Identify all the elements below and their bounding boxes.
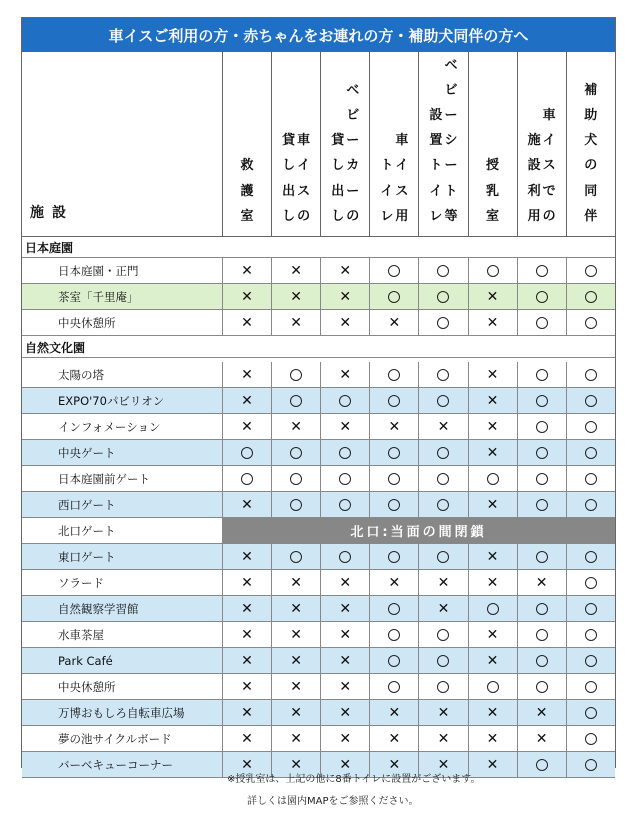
circle-icon <box>388 681 400 693</box>
available-circle-icon <box>517 388 566 413</box>
available-circle-icon <box>517 414 566 439</box>
available-circle-icon <box>320 466 369 491</box>
circle-icon <box>585 265 597 277</box>
table-row <box>22 674 615 700</box>
available-circle-icon <box>517 544 566 569</box>
circle-icon <box>585 629 597 641</box>
table-row <box>22 362 615 388</box>
unavailable-cross-icon: ✕ <box>320 726 369 751</box>
available-circle-icon <box>418 310 467 335</box>
table-row <box>22 518 615 544</box>
footnote-nursing-room: ※授乳室は、上記の他に8番トイレに設置がございます。 <box>227 774 481 785</box>
available-circle-icon <box>517 310 566 335</box>
unavailable-cross-icon: ✕ <box>320 258 369 283</box>
table-row <box>22 440 615 466</box>
unavailable-cross-icon: ✕ <box>222 648 271 673</box>
circle-icon <box>536 681 548 693</box>
unavailable-cross-icon: ✕ <box>468 492 517 517</box>
facility-name: 日本庭園・正門 <box>58 263 139 278</box>
unavailable-cross-icon: ✕ <box>320 752 369 777</box>
unavailable-cross-icon: ✕ <box>468 544 517 569</box>
unavailable-cross-icon: ✕ <box>222 726 271 751</box>
facility-name: ソラード <box>58 575 104 590</box>
circle-icon <box>585 421 597 433</box>
column-header-assistance-dog <box>566 52 615 236</box>
unavailable-cross-icon: ✕ <box>222 570 271 595</box>
available-circle-icon <box>418 674 467 699</box>
available-circle-icon <box>418 648 467 673</box>
available-circle-icon <box>418 622 467 647</box>
column-header-line: 車 イ ス 用 <box>395 133 409 224</box>
circle-icon <box>585 603 597 615</box>
unavailable-cross-icon: ✕ <box>320 414 369 439</box>
facility-name: 水車茶屋 <box>58 627 104 642</box>
column-header-first-aid <box>222 52 271 236</box>
available-circle-icon <box>468 674 517 699</box>
unavailable-cross-icon: ✕ <box>369 570 418 595</box>
available-circle-icon <box>566 492 615 517</box>
circle-icon <box>388 369 400 381</box>
unavailable-cross-icon: ✕ <box>468 726 517 751</box>
available-circle-icon <box>320 492 369 517</box>
unavailable-cross-icon: ✕ <box>222 284 271 309</box>
circle-icon <box>437 499 449 511</box>
section-label: 日本庭園 <box>25 241 74 255</box>
column-header-line: 車 イ ス で の <box>542 108 556 224</box>
unavailable-cross-icon: ✕ <box>222 674 271 699</box>
facility-name: 中央休憩所 <box>58 315 116 330</box>
circle-icon <box>437 291 449 303</box>
available-circle-icon <box>566 544 615 569</box>
available-circle-icon <box>271 544 320 569</box>
unavailable-cross-icon: ✕ <box>418 726 467 751</box>
unavailable-cross-icon: ✕ <box>271 414 320 439</box>
circle-icon <box>536 499 548 511</box>
circle-icon <box>437 317 449 329</box>
available-circle-icon <box>418 284 467 309</box>
table-row <box>22 310 615 336</box>
unavailable-cross-icon: ✕ <box>369 310 418 335</box>
circle-icon <box>487 681 499 693</box>
table-row <box>22 648 615 674</box>
table-row <box>22 570 615 596</box>
unavailable-cross-icon: ✕ <box>468 752 517 777</box>
circle-icon <box>437 447 449 459</box>
circle-icon <box>536 655 548 667</box>
column-header-wheelchair-facility <box>517 52 566 236</box>
available-circle-icon <box>566 258 615 283</box>
circle-icon <box>585 499 597 511</box>
circle-icon <box>290 395 302 407</box>
available-circle-icon <box>517 596 566 621</box>
available-circle-icon <box>517 284 566 309</box>
unavailable-cross-icon: ✕ <box>369 414 418 439</box>
available-circle-icon <box>418 440 467 465</box>
circle-icon <box>388 655 400 667</box>
available-circle-icon <box>566 310 615 335</box>
available-circle-icon <box>369 596 418 621</box>
column-header-line: 設 置 ト イ レ <box>429 108 443 224</box>
circle-icon <box>388 395 400 407</box>
column-header-line: ベ ビ ー シ ー ト 等 <box>444 57 458 224</box>
circle-icon <box>339 395 351 407</box>
unavailable-cross-icon: ✕ <box>320 648 369 673</box>
available-circle-icon <box>566 700 615 725</box>
unavailable-cross-icon: ✕ <box>222 388 271 413</box>
circle-icon <box>437 473 449 485</box>
facility-name: 北口ゲート <box>58 523 116 538</box>
circle-icon <box>585 577 597 589</box>
facility-name: 太陽の塔 <box>58 367 104 382</box>
column-header-baby-seat-toilet <box>418 52 467 236</box>
circle-icon <box>339 447 351 459</box>
circle-icon <box>536 551 548 563</box>
circle-icon <box>388 265 400 277</box>
facility-name: EXPO'70パビリオン <box>58 393 165 408</box>
circle-icon <box>585 681 597 693</box>
column-header-line: 救 護 室 <box>240 158 254 224</box>
available-circle-icon <box>369 492 418 517</box>
circle-icon <box>437 655 449 667</box>
unavailable-cross-icon: ✕ <box>418 570 467 595</box>
table-row <box>22 492 615 518</box>
available-circle-icon <box>418 362 467 387</box>
circle-icon <box>388 629 400 641</box>
circle-icon <box>388 499 400 511</box>
circle-icon <box>536 291 548 303</box>
available-circle-icon <box>566 284 615 309</box>
available-circle-icon <box>369 362 418 387</box>
unavailable-cross-icon: ✕ <box>271 648 320 673</box>
unavailable-cross-icon: ✕ <box>222 258 271 283</box>
available-circle-icon <box>468 596 517 621</box>
available-circle-icon <box>517 674 566 699</box>
available-circle-icon <box>271 492 320 517</box>
column-header-nursing-room <box>468 52 517 236</box>
available-circle-icon <box>566 388 615 413</box>
circle-icon <box>388 473 400 485</box>
facility-name: 万博おもしろ自転車広場 <box>58 705 185 720</box>
circle-icon <box>536 447 548 459</box>
table-row <box>22 258 615 284</box>
available-circle-icon <box>369 440 418 465</box>
circle-icon <box>585 473 597 485</box>
table-header <box>22 52 615 237</box>
unavailable-cross-icon: ✕ <box>517 726 566 751</box>
available-circle-icon <box>566 648 615 673</box>
circle-icon <box>536 473 548 485</box>
unavailable-cross-icon: ✕ <box>369 726 418 751</box>
facility-name: 中央ゲート <box>58 445 116 460</box>
table-row <box>22 414 615 440</box>
unavailable-cross-icon: ✕ <box>468 414 517 439</box>
facility-name: 中央休憩所 <box>58 679 116 694</box>
unavailable-cross-icon: ✕ <box>320 622 369 647</box>
unavailable-cross-icon: ✕ <box>320 674 369 699</box>
unavailable-cross-icon: ✕ <box>468 700 517 725</box>
unavailable-cross-icon: ✕ <box>468 388 517 413</box>
unavailable-cross-icon: ✕ <box>222 310 271 335</box>
section-label: 自然文化園 <box>25 341 86 355</box>
available-circle-icon <box>369 284 418 309</box>
unavailable-cross-icon: ✕ <box>271 752 320 777</box>
available-circle-icon <box>566 726 615 751</box>
available-circle-icon <box>369 258 418 283</box>
available-circle-icon <box>320 440 369 465</box>
column-header-line: 貸 し 出 し <box>331 133 345 224</box>
unavailable-cross-icon: ✕ <box>369 700 418 725</box>
column-header-line: 貸 し 出 し <box>282 133 296 224</box>
circle-icon <box>536 395 548 407</box>
available-circle-icon <box>418 492 467 517</box>
circle-icon <box>437 395 449 407</box>
circle-icon <box>536 369 548 381</box>
available-circle-icon <box>222 466 271 491</box>
unavailable-cross-icon: ✕ <box>468 362 517 387</box>
unavailable-cross-icon: ✕ <box>222 362 271 387</box>
available-circle-icon <box>566 752 615 777</box>
circle-icon <box>437 369 449 381</box>
circle-icon <box>536 629 548 641</box>
circle-icon <box>388 603 400 615</box>
unavailable-cross-icon: ✕ <box>369 752 418 777</box>
circle-icon <box>536 265 548 277</box>
unavailable-cross-icon: ✕ <box>468 648 517 673</box>
circle-icon <box>339 499 351 511</box>
facility-name: 西口ゲート <box>58 497 116 512</box>
unavailable-cross-icon: ✕ <box>418 752 467 777</box>
facility-column-header: 施設 <box>30 205 74 221</box>
unavailable-cross-icon: ✕ <box>271 622 320 647</box>
available-circle-icon <box>369 466 418 491</box>
circle-icon <box>290 369 302 381</box>
circle-icon <box>290 447 302 459</box>
available-circle-icon <box>517 466 566 491</box>
unavailable-cross-icon: ✕ <box>271 596 320 621</box>
circle-icon <box>290 473 302 485</box>
facility-name: Park Café <box>58 653 113 668</box>
facility-name: 東口ゲート <box>58 549 116 564</box>
column-header-wheelchair-rental <box>271 52 320 236</box>
circle-icon <box>487 265 499 277</box>
unavailable-cross-icon: ✕ <box>468 440 517 465</box>
circle-icon <box>437 551 449 563</box>
table-row <box>22 388 615 414</box>
unavailable-cross-icon: ✕ <box>468 310 517 335</box>
facility-name: バーベキューコーナー <box>58 757 173 772</box>
column-header-line: ベ ビ ー カ ー の <box>346 82 360 224</box>
facility-name: 夢の池サイクルボード <box>58 731 172 746</box>
available-circle-icon <box>320 388 369 413</box>
column-header-line: 車 イ ス の <box>297 133 311 224</box>
column-header-line: 授 乳 室 <box>486 158 500 224</box>
available-circle-icon <box>517 362 566 387</box>
table-row <box>22 700 615 726</box>
circle-icon <box>585 395 597 407</box>
available-circle-icon <box>271 362 320 387</box>
circle-icon <box>536 317 548 329</box>
circle-icon <box>585 291 597 303</box>
table-title: 車イスご利用の方・赤ちゃんをお連れの方・補助犬同伴の方へ <box>22 18 615 52</box>
circle-icon <box>388 551 400 563</box>
column-header-wheelchair-toilet <box>369 52 418 236</box>
available-circle-icon <box>369 622 418 647</box>
circle-icon <box>585 447 597 459</box>
unavailable-cross-icon: ✕ <box>517 700 566 725</box>
available-circle-icon <box>517 440 566 465</box>
circle-icon <box>585 759 597 771</box>
column-header-line: ト イ レ <box>380 158 394 224</box>
circle-icon <box>339 551 351 563</box>
table-row <box>22 622 615 648</box>
section-row <box>22 236 615 258</box>
circle-icon <box>487 603 499 615</box>
unavailable-cross-icon: ✕ <box>222 414 271 439</box>
column-header-stroller-rental <box>320 52 369 236</box>
available-circle-icon <box>566 440 615 465</box>
column-header-line: 補 助 犬 の 同 伴 <box>584 82 598 224</box>
facility-name: 自然観察学習館 <box>58 601 139 616</box>
unavailable-cross-icon: ✕ <box>468 622 517 647</box>
available-circle-icon <box>418 544 467 569</box>
unavailable-cross-icon: ✕ <box>222 622 271 647</box>
circle-icon <box>437 629 449 641</box>
unavailable-cross-icon: ✕ <box>320 700 369 725</box>
circle-icon <box>536 603 548 615</box>
circle-icon <box>241 447 253 459</box>
unavailable-cross-icon: ✕ <box>271 700 320 725</box>
available-circle-icon <box>369 648 418 673</box>
unavailable-cross-icon: ✕ <box>418 414 467 439</box>
table-row <box>22 466 615 492</box>
available-circle-icon <box>271 466 320 491</box>
unavailable-cross-icon: ✕ <box>222 752 271 777</box>
available-circle-icon <box>369 544 418 569</box>
circle-icon <box>437 265 449 277</box>
footnote-map: 詳しくは園内MAPをご参照ください。 <box>247 796 419 807</box>
available-circle-icon <box>222 440 271 465</box>
available-circle-icon <box>566 622 615 647</box>
available-circle-icon <box>418 388 467 413</box>
facility-name: インフォメーション <box>58 419 161 434</box>
unavailable-cross-icon: ✕ <box>468 284 517 309</box>
circle-icon <box>241 473 253 485</box>
available-circle-icon <box>517 648 566 673</box>
unavailable-cross-icon: ✕ <box>271 674 320 699</box>
unavailable-cross-icon: ✕ <box>222 596 271 621</box>
circle-icon <box>487 473 499 485</box>
circle-icon <box>388 447 400 459</box>
available-circle-icon <box>517 258 566 283</box>
table-row <box>22 726 615 752</box>
column-header-line: 施 設 利 用 <box>527 133 541 224</box>
circle-icon <box>585 707 597 719</box>
available-circle-icon <box>320 544 369 569</box>
available-circle-icon <box>566 596 615 621</box>
available-circle-icon <box>468 466 517 491</box>
closed-notice: 北口:当面の間閉鎖 <box>222 518 615 543</box>
unavailable-cross-icon: ✕ <box>271 258 320 283</box>
circle-icon <box>585 655 597 667</box>
available-circle-icon <box>418 258 467 283</box>
unavailable-cross-icon: ✕ <box>320 596 369 621</box>
unavailable-cross-icon: ✕ <box>418 700 467 725</box>
unavailable-cross-icon: ✕ <box>320 284 369 309</box>
unavailable-cross-icon: ✕ <box>222 544 271 569</box>
unavailable-cross-icon: ✕ <box>271 310 320 335</box>
available-circle-icon <box>369 674 418 699</box>
available-circle-icon <box>566 466 615 491</box>
accessibility-table <box>21 17 616 773</box>
unavailable-cross-icon: ✕ <box>517 570 566 595</box>
section-row <box>22 336 615 358</box>
circle-icon <box>290 499 302 511</box>
available-circle-icon <box>566 570 615 595</box>
circle-icon <box>585 369 597 381</box>
circle-icon <box>290 551 302 563</box>
available-circle-icon <box>271 388 320 413</box>
unavailable-cross-icon: ✕ <box>320 570 369 595</box>
circle-icon <box>536 759 548 771</box>
available-circle-icon <box>566 674 615 699</box>
facility-name: 茶室「千里庵」 <box>58 289 139 304</box>
unavailable-cross-icon: ✕ <box>222 492 271 517</box>
available-circle-icon <box>566 362 615 387</box>
unavailable-cross-icon: ✕ <box>222 700 271 725</box>
circle-icon <box>339 473 351 485</box>
table-row <box>22 596 615 622</box>
facility-name: 日本庭園前ゲート <box>58 471 150 486</box>
circle-icon <box>585 317 597 329</box>
unavailable-cross-icon: ✕ <box>468 570 517 595</box>
available-circle-icon <box>468 258 517 283</box>
circle-icon <box>585 733 597 745</box>
unavailable-cross-icon: ✕ <box>320 362 369 387</box>
available-circle-icon <box>517 752 566 777</box>
unavailable-cross-icon: ✕ <box>418 596 467 621</box>
table-row <box>22 544 615 570</box>
available-circle-icon <box>369 388 418 413</box>
unavailable-cross-icon: ✕ <box>271 726 320 751</box>
available-circle-icon <box>271 440 320 465</box>
circle-icon <box>536 421 548 433</box>
available-circle-icon <box>517 492 566 517</box>
available-circle-icon <box>418 466 467 491</box>
circle-icon <box>388 291 400 303</box>
table-row <box>22 284 615 310</box>
available-circle-icon <box>566 414 615 439</box>
available-circle-icon <box>517 622 566 647</box>
circle-icon <box>585 551 597 563</box>
circle-icon <box>437 681 449 693</box>
unavailable-cross-icon: ✕ <box>320 310 369 335</box>
unavailable-cross-icon: ✕ <box>271 570 320 595</box>
unavailable-cross-icon: ✕ <box>271 284 320 309</box>
